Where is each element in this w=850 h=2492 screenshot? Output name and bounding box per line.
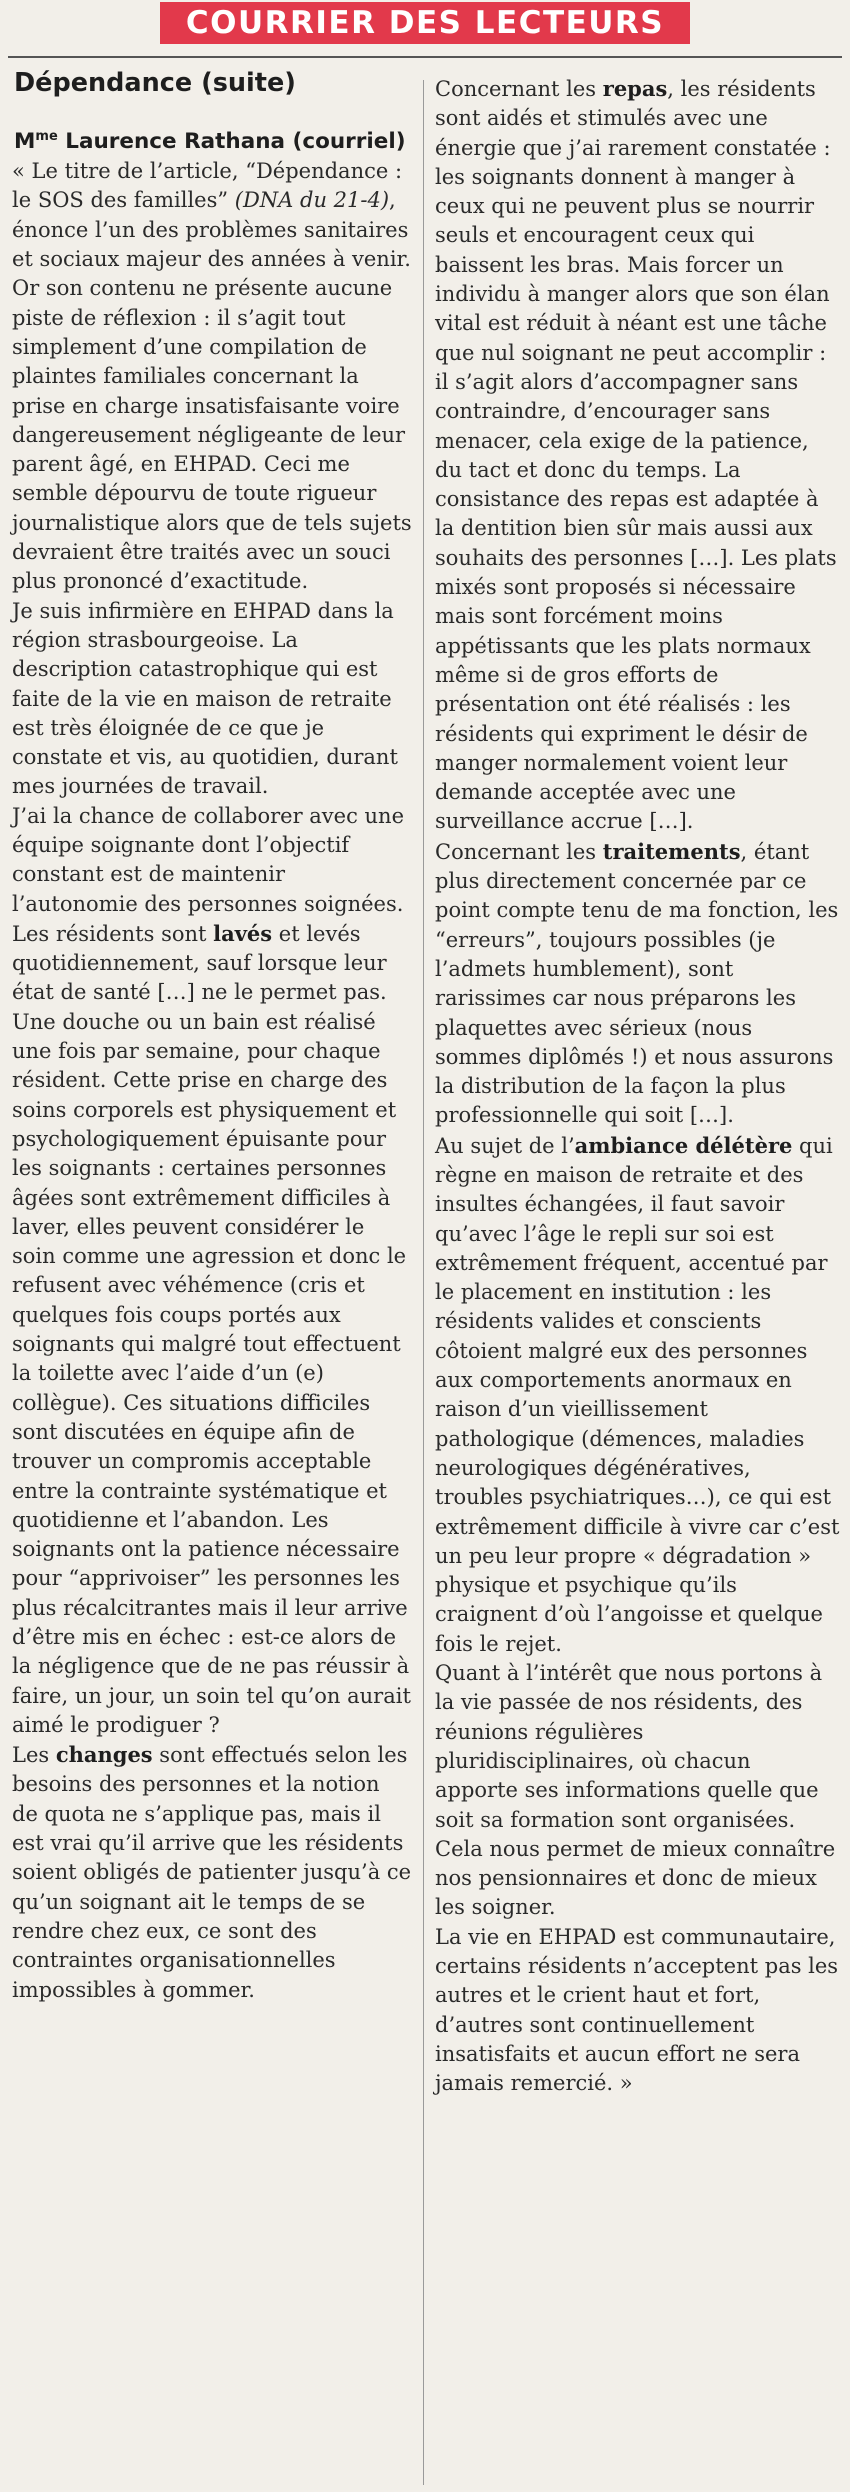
paragraph: Les résidents sont lavés et levés quotidiennement, sauf lorsque leur état de santé […] ne le permet pas. Une douche ou un bain est réalisé une fois par semaine, pour chaque résident. Cette prise en charge des soins corporels est physiquement et psychologiquement épuisante pour les soignants : certaines personnes âgées sont extrêmement difficiles à laver, elles peuvent considérer le soin comme une agression et donc le refusent avec véhémence (cris et quelques fois coups portés aux soignants qui malgré tout effectuent la toilette avec l’aide d’un (e) collègue). Ces situations difficiles sont discutées en équipe afin de trouver un compromis acceptable entre la contrainte systématique et quotidienne et l’abandon. Les soignants ont la patience nécessaire pour “apprivoiser” les personnes les plus récalcitrantes mais il leur arrive d’être mis en échec : est-ce alors de la négligence que de ne pas réussir à faire, un jour, un soin tel qu’on aurait aimé le prodiguer ? <box>12 920 411 1737</box>
left-column <box>12 60 412 2005</box>
keyword: changes <box>55 1742 153 1768</box>
author-prefix-sup: me <box>35 129 58 144</box>
paragraph: Quant à l’intérêt que nous portons à la vie passée de nos résidents, des réunions régulières pluridisciplinaires, où chacun apporte ses informations quelle que soit sa formation sont organisées. Cela nous permet de mieux connaître nos pensionnaires et donc de mieux les soigner. <box>435 1661 836 1920</box>
paragraph: « Le titre de l’article, “Dépendance : le SOS des familles” (DNA du 21-4), énonce l’un des problèmes sanitaires et sociaux majeur des années à venir. Or son contenu ne présente aucune piste de réflexion : il s’agit tout simplement d’une compilation de plaintes familiales concernant la prise en charge insatisfaisante voire dangereusement négligeante de leur parent âgé, en EHPAD. Ceci me semble dépourvu de toute rigueur journalistique alors que de tels sujets devraient être traités avec un souci plus prononcé d’exactitude. <box>12 159 412 594</box>
right-column <box>435 60 840 2098</box>
keyword: lavés <box>213 920 273 946</box>
paragraph: La vie en EHPAD est communautaire, certains résidents n’acceptent pas les autres et le crient haut et fort, d’autres sont continuellement insatisfaits et aucun effort ne sera jamais remercié. » <box>435 1924 839 2096</box>
keyword: ambiance délétère <box>574 1132 793 1158</box>
paragraph: Au sujet de l’ambiance délétère qui règne en maison de retraite et des insultes échangées, il faut savoir qu’avec l’âge le repli sur soi est extrêmement fréquent, accentué par le placement en institution : les résidents valides et conscients côtoient malgré eux des personnes aux comportements anormaux en raison d’un vieillissement pathologique (démences, maladies neurologiques dégénératives, troubles psychiatriques…), ce qui est extrêmement difficile à vivre car c’est un peu leur propre « dégradation » physique et psychique qu’ils craignent d’où l’angoisse et quelque fois le rejet. <box>435 1132 840 1656</box>
keyword: repas <box>602 76 668 101</box>
author-name: Laurence Rathana (courriel) <box>57 129 406 155</box>
author-prefix: M <box>14 129 36 155</box>
paragraph: Concernant les traitements, étant plus directement concernée par ce point compte tenu de ma fonction, les “erreurs”, toujours possibles (je l’admets humblement), sont rarissimes car nous préparons les plaquettes avec sérieux (nous sommes diplômés !) et nous assurons la distribution de la façon la plus professionnelle qui soit […]. <box>435 838 839 1128</box>
keyword: traitements <box>602 838 741 864</box>
header-rule <box>8 56 842 58</box>
paragraph: Concernant les repas, les résidents sont aidés et stimulés avec une énergie que j’ai rarement constatée : les soignants donnent à manger à ceux qui ne peuvent plus se nourrir seuls et encouragent ceux qui baissent les bras. Mais forcer un individu à manger alors que son élan vital est réduit à néant est une tâche que nul soignant ne peut accomplir : il s’agit alors d’accompagner sans contraindre, d’encourager sans menacer, cela exige de la patience, du tact et donc du temps. La consistance des repas est adaptée à la dentition bien sûr mais aussi aux souhaits des personnes […]. Les plats mixés sont proposés si nécessaire mais sont forcément moins appétissants que les plats normaux même si de gros efforts de présentation ont été réalisés : les résidents qui expriment le désir de manger normalement voient leur demande acceptée avec une surveillance accrue […]. <box>435 76 837 834</box>
paragraph: J’ai la chance de collaborer avec une équipe soignante dont l’objectif constant est de maintenir l’autonomie des personnes soignées. <box>12 803 405 916</box>
banner-label: COURRIER DES LECTEURS <box>160 2 690 44</box>
column-separator <box>423 80 424 2485</box>
author-line <box>14 122 412 157</box>
article-title: Dépendance (suite) <box>14 68 296 98</box>
paragraph: Je suis infirmière en EHPAD dans la région strasbourgeoise. La description catastrophique qui est faite de la vie en maison de retraite est très éloignée de ce que je constate et vis, au quotidien, durant mes journées de travail. <box>12 598 398 799</box>
paragraph: Les changes sont effectués selon les besoins des personnes et la notion de quota ne s’applique pas, mais il est vrai qu’il arrive que les résidents soient obligés de patienter jusqu’à ce qu’un soignant ait le temps de se rendre chez eux, ce sont des contraintes organisationnelles impossibles à gommer. <box>12 1742 412 2002</box>
section-banner <box>0 0 850 48</box>
